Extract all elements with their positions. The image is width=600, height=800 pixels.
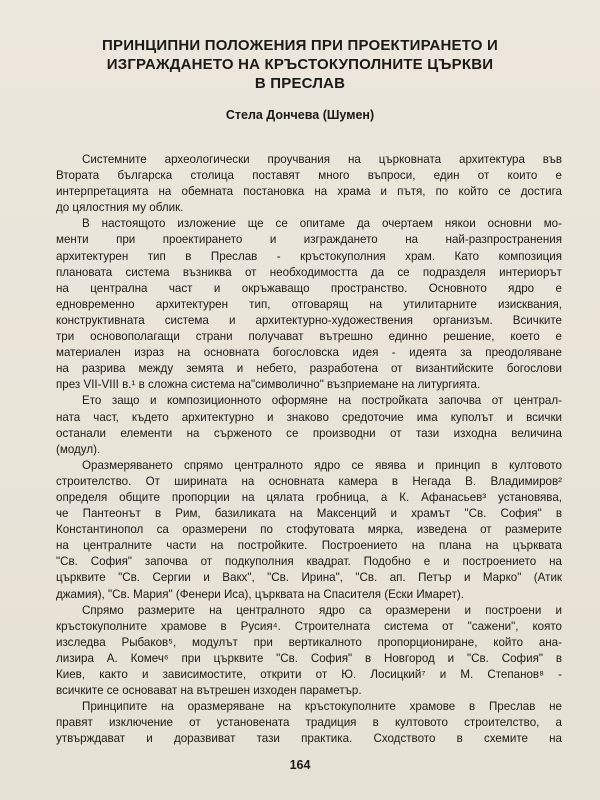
body-line: В настоящото изложение ще се опитаме да очертаем някои основни мо- xyxy=(82,217,562,231)
body-line: джамия), "Св. Мария" (Фенери Иса), църквата на Спасителя (Ески Имарет). xyxy=(56,587,464,601)
title-line: ИЗГРАЖДАНЕТО НА КРЪСТОКУПОЛНИТЕ ЦЪРКВИ xyxy=(106,56,494,73)
body-line: всичките се основават на вътрешен изходен параметър. xyxy=(56,684,362,698)
article-body xyxy=(56,152,562,747)
body-line: едновременно архитектурен тип, отговарящ на утилитарните изисквания, xyxy=(56,297,562,311)
body-line: определя общите пропорции на цялата гробница, а К. Афанасьев³ установява, xyxy=(56,490,562,504)
body-line: кръстокуполните храмове в Русия⁴. Строителната система от "сажени", която xyxy=(56,619,562,633)
body-line: три основополагащи страни получават вътрешно единно решение, което е xyxy=(56,330,562,344)
body-line: останали елементи на сърженото се производни от тази изходна величина xyxy=(56,426,562,440)
body-line: на разрива между земята и небето, разработена от византийските богослови xyxy=(56,362,562,376)
author-name: Стела Дончева (Шумен) xyxy=(225,108,375,122)
body-line: Киев, както и зависимостите, открити от Ю. Лосицкий⁷ и М. Степанов⁸ - xyxy=(56,668,562,681)
body-line: строителство. От ширината на основната камера в Негада В. Владимиров² xyxy=(56,474,562,488)
body-line: Принципите на оразмеряване на кръстокуполните храмове в Преслав не xyxy=(82,700,562,714)
article-title xyxy=(40,36,560,93)
body-line: на централните части на постройките. Построението на плана на църквата xyxy=(56,539,562,553)
body-line: Спрямо размерите на централното ядро са оразмерени и построени и xyxy=(82,603,562,617)
body-line: материален израз на основната богословска идея - идеята за преодоляване xyxy=(56,346,562,360)
body-line: плановата система възниква от необходимостта да се подразделя интериорът xyxy=(56,265,562,279)
body-line: Константинопол са оразмерени по стофутовата мярка, изведена от размерите xyxy=(56,523,562,537)
body-line: лизира А. Комеч⁶ при църквите "Св. София" в Новгород и "Св. София" в xyxy=(56,651,562,665)
body-line: че Пантеонът в Рим, базиликата на Максенций и храмът "Св. София" в xyxy=(56,507,562,521)
body-line: Системните археологически проучвания на църковната архитектура във xyxy=(82,153,562,166)
body-line: правят изключение от установената традиция в култовото строителство, а xyxy=(56,716,562,730)
body-line: утвърждават и доразвиват тази практика. Сходството в схемите на xyxy=(56,732,562,746)
body-line: до цялостния му облик. xyxy=(56,201,184,215)
body-line: църквите "Св. Сергии и Вакх", "Св. Ирина", "Св. ап. Петър и Марко" (Атик xyxy=(56,571,562,585)
body-line: Оразмеряването спрямо централното ядро се явява и принцип в култовото xyxy=(82,458,562,472)
body-line: Втората българска столица поставят много въпроси, един от които е xyxy=(56,169,562,183)
title-line: В ПРЕСЛАВ xyxy=(254,75,346,92)
body-line: (модул). xyxy=(56,442,101,456)
body-line: Ето защо и композиционното оформяне на постройката започва от централ- xyxy=(82,394,562,408)
body-line: интерпретацията на обемната постановка на храма и пътя, по който се достига xyxy=(56,185,562,199)
body-line: изследва Рыбаков⁵, модулът при вертикалното пропорциониране, който ана- xyxy=(56,635,562,649)
body-line: през VII-VIII в.¹ в сложна система на"символично" възприемане на литургията. xyxy=(56,378,481,392)
body-line: на централна част и окръжаващо пространство. Основното ядро е xyxy=(56,281,562,295)
body-line: архитектурен тип в Преслав - кръстокуполния храм. Като композиция xyxy=(56,249,562,263)
body-line: ната част, където архитектурно и знаково средоточие има куполът и всички xyxy=(56,410,562,424)
body-line: менти при проектирането и изграждането на най-разпространения xyxy=(56,233,562,247)
body-line: конструктивната система и архитектурно-художествения организъм. Всичките xyxy=(56,313,562,327)
title-line: ПРИНЦИПНИ ПОЛОЖЕНИЯ ПРИ ПРОЕКТИРАНЕТО И xyxy=(102,37,498,54)
body-line: "Св. София" започва от подкуполния квадрат. Подобно е и построението на xyxy=(56,555,562,569)
page-number: 164 xyxy=(289,758,311,772)
